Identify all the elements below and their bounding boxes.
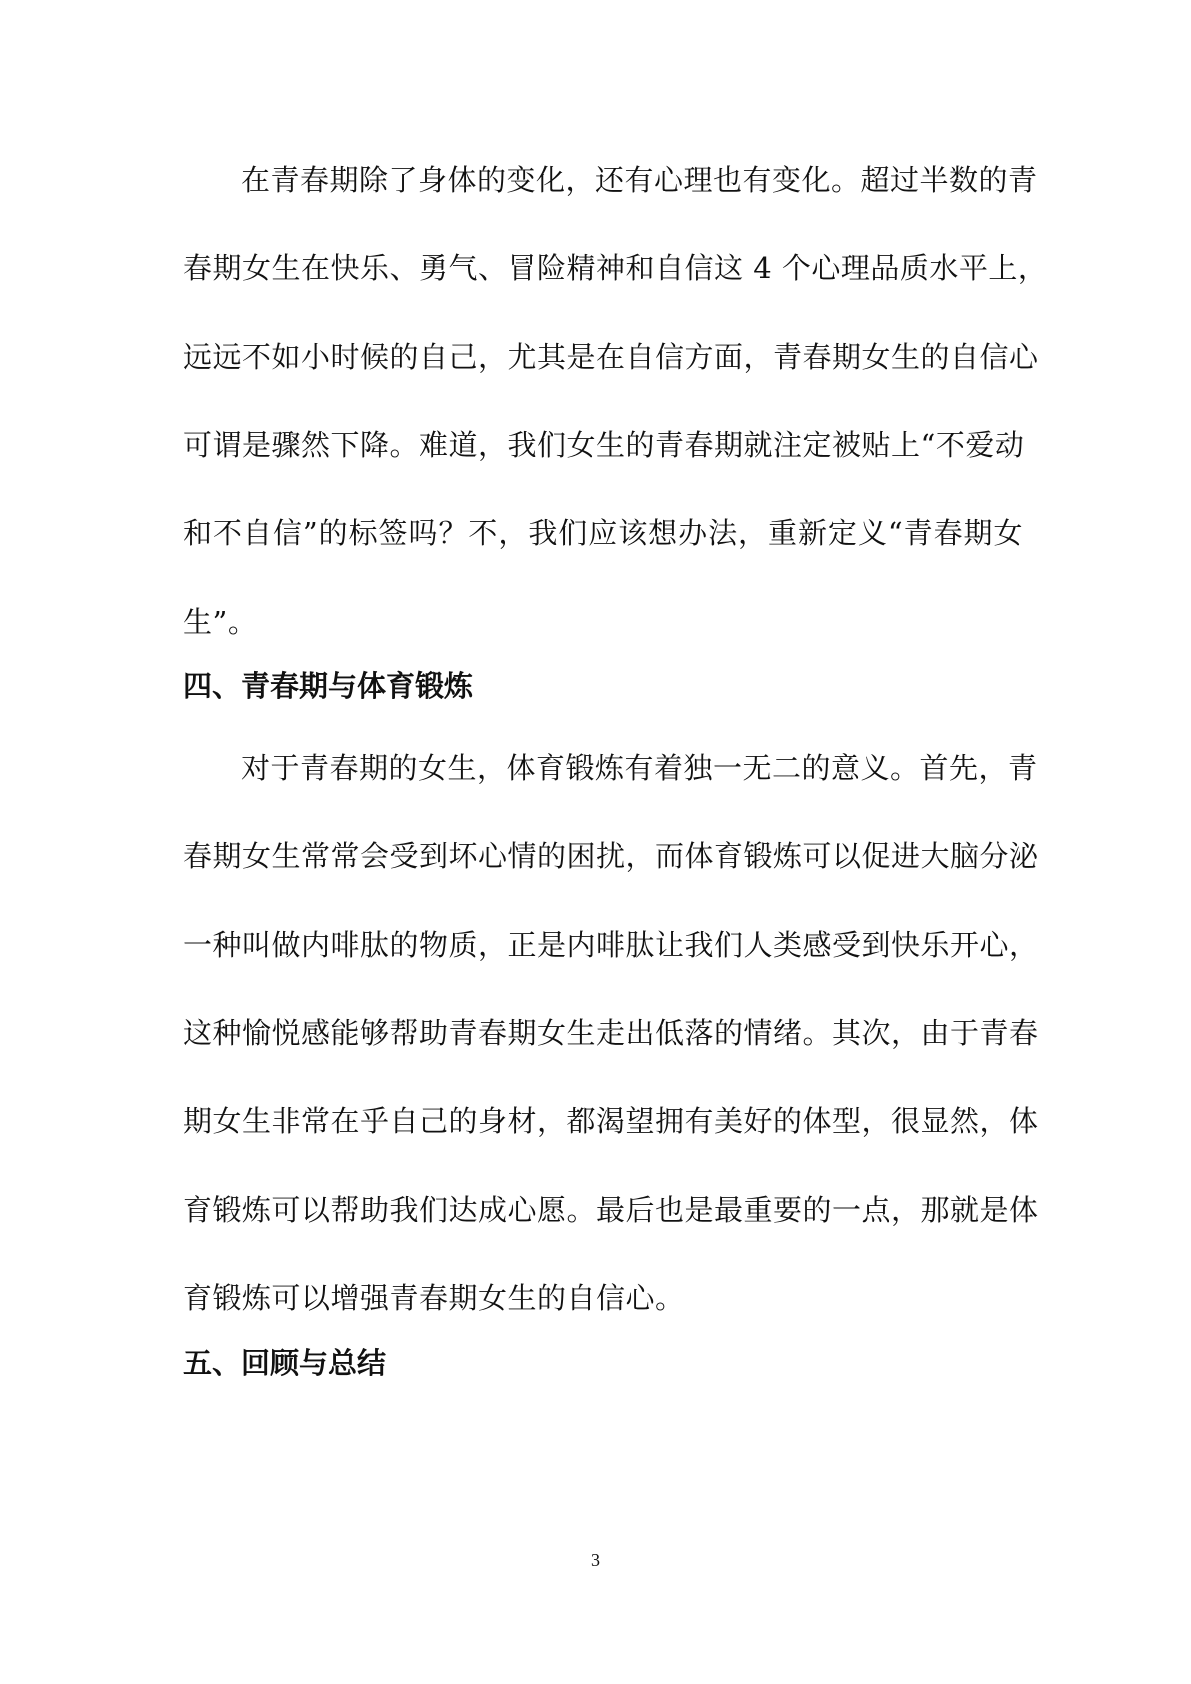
paragraph-2-line-7: 育锻炼可以增强青春期女生的自信心。 (183, 1281, 685, 1315)
section-heading-5: 五、回顾与总结 (183, 1346, 387, 1380)
page-number: 3 (591, 1550, 600, 1570)
paragraph-2-line-4: 这种愉悦感能够帮助青春期女生走出低落的情绪。其次，由于青春 (183, 1016, 1039, 1050)
paragraph-1-line-3: 远远不如小时候的自己，尤其是在自信方面，青春期女生的自信心 (183, 340, 1039, 374)
paragraph-1-line-2: 春期女生在快乐、勇气、冒险精神和自信这 4 个心理品质水平上， (183, 251, 1048, 285)
paragraph-2-line-2: 春期女生常常会受到坏心情的困扰，而体育锻炼可以促进大脑分泌 (183, 839, 1039, 873)
paragraph-2-line-1: 对于青春期的女生，体育锻炼有着独一无二的意义。首先，青 (241, 751, 1038, 785)
section-heading-4: 四、青春期与体育锻炼 (183, 669, 474, 703)
paragraph-2-line-6: 育锻炼可以帮助我们达成心愿。最后也是最重要的一点，那就是体 (183, 1193, 1039, 1227)
paragraph-1-line-4: 可谓是骤然下降。难道，我们女生的青春期就注定被贴上“不爱动 (183, 428, 1025, 462)
paragraph-2-line-3: 一种叫做内啡肽的物质，正是内啡肽让我们人类感受到快乐开心， (183, 928, 1039, 962)
paragraph-1-line-6: 生”。 (183, 605, 258, 639)
paragraph-2-line-5: 期女生非常在乎自己的身材，都渴望拥有美好的体型，很显然，体 (183, 1104, 1039, 1138)
paragraph-1-line-5: 和不自信”的标签吗？不，我们应该想办法，重新定义“青春期女 (183, 516, 1023, 550)
paragraph-1-line-1: 在青春期除了身体的变化，还有心理也有变化。超过半数的青 (241, 163, 1038, 197)
